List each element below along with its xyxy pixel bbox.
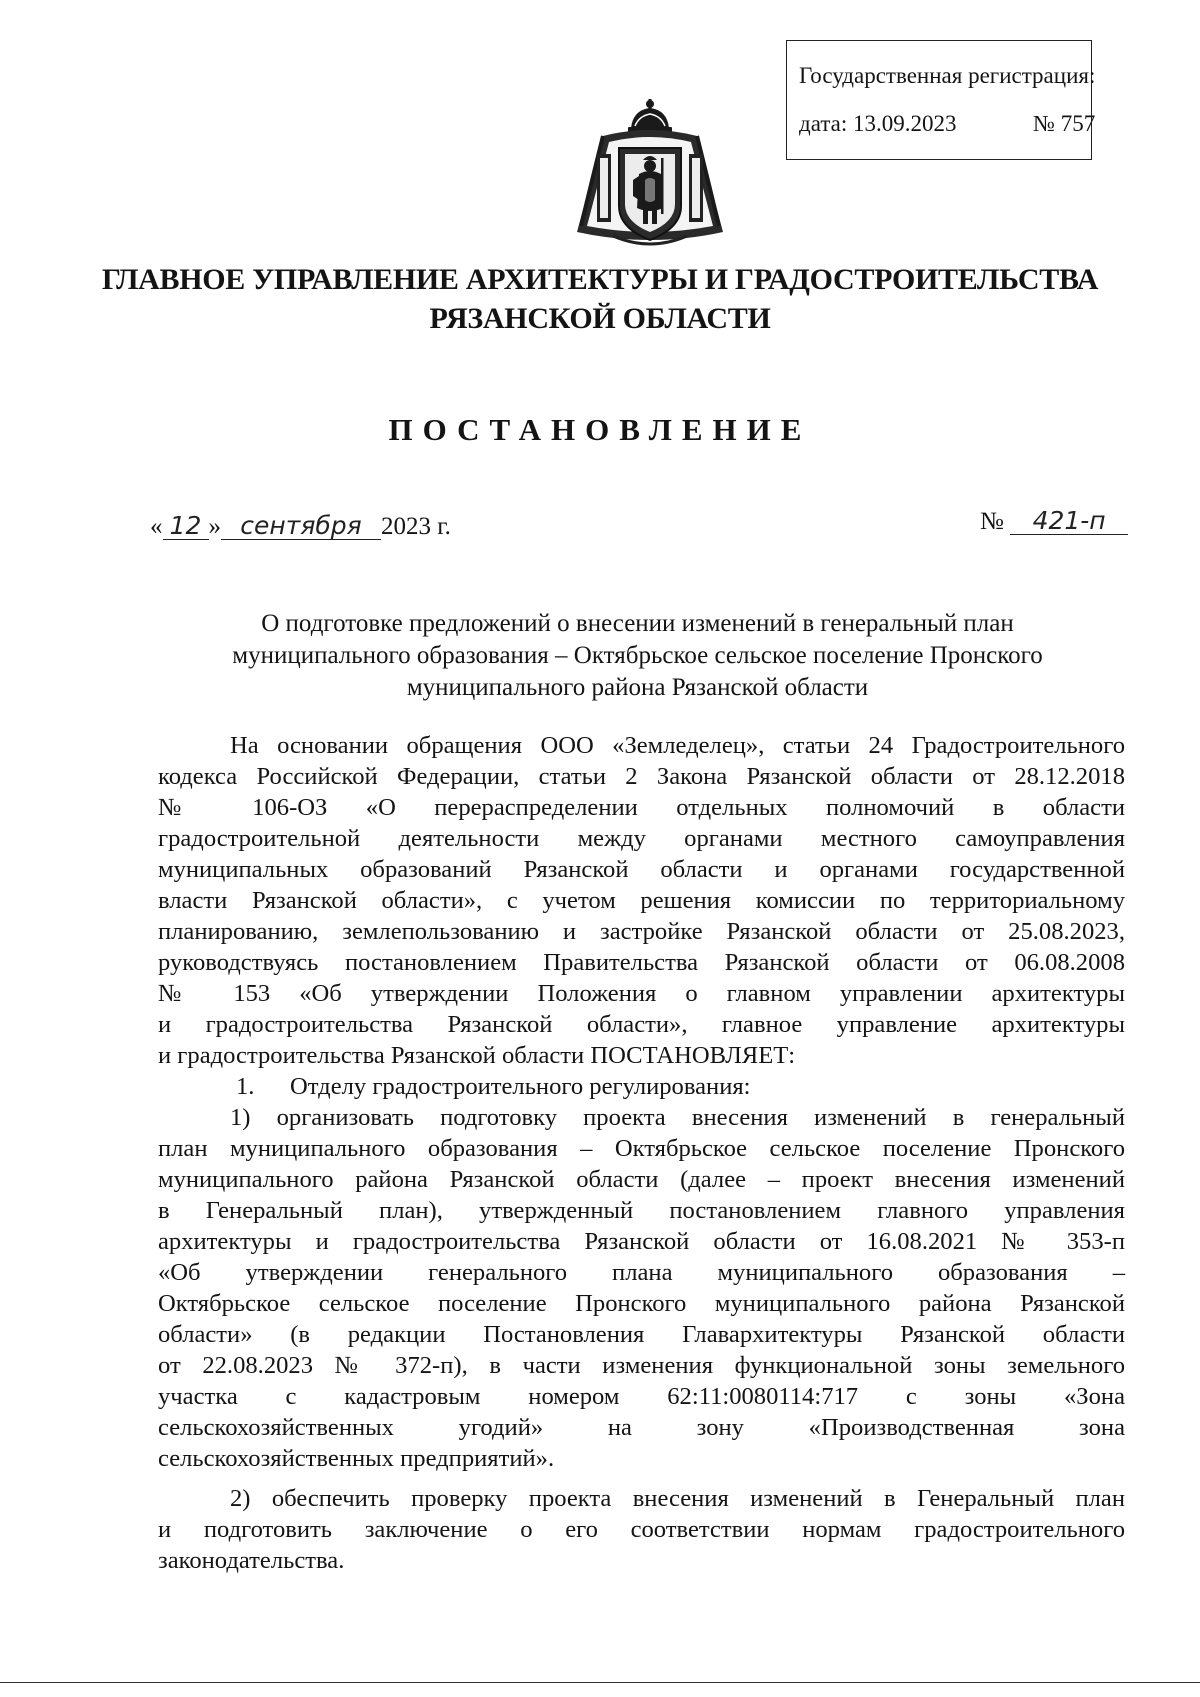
subitem-line: 2) обеспечить проверку проекта внесения изменений в Генеральный план <box>230 1485 1125 1512</box>
date-month: сентября <box>221 513 381 540</box>
registration-date: дата: 13.09.2023 <box>799 111 957 136</box>
body-line: № 153 «Об утверждении Положения о главном управлении архитектуры <box>158 980 1125 1007</box>
item-text: Отделу градостроительного регулирования: <box>290 1073 751 1100</box>
body-line: власти Рязанской области», с учетом решения комиссии по территориальному <box>158 887 1125 914</box>
page-bottom-rule <box>0 1682 1200 1683</box>
body-line: и градостроительства Рязанской области ПОСТАНОВЛЯЕТ: <box>158 1042 796 1069</box>
document-type-heading: ПОСТАНОВЛЕНИЕ <box>388 412 812 447</box>
subitem-line: и подготовить заключение о его соответствии нормам градостроительного <box>158 1516 1125 1543</box>
ryazan-coat-of-arms-icon <box>573 96 727 252</box>
subject-line: муниципального района Рязанской области <box>406 674 869 701</box>
body-line: На основании обращения ООО «Земледелец», статьи 24 Градостроительного <box>230 732 1125 759</box>
document-date <box>150 513 451 541</box>
body-line: руководствуясь постановлением Правительства Рязанской области от 06.08.2008 <box>158 949 1125 976</box>
body-line: № 106-ОЗ «О перераспределении отдельных полномочий в области <box>158 794 1125 821</box>
body-line: планированию, землепользованию и застройке Рязанской области от 25.08.2023, <box>158 918 1125 945</box>
subitem-line: законодательства. <box>158 1547 345 1574</box>
body-line: и градостроительства Рязанской области», главное управление архитектуры <box>158 1011 1125 1038</box>
date-open-quote: « <box>150 513 163 540</box>
date-close-quote: » <box>208 513 221 540</box>
registration-number: № 757 <box>1033 111 1096 136</box>
subitem-line: области» (в редакции Постановления Главархитектуры Рязанской области <box>158 1321 1125 1348</box>
date-day: 12 <box>163 513 209 540</box>
subitem-line: участка с кадастровым номером 62:11:0080114:717 с зоны «Зона <box>158 1383 1125 1410</box>
subitem-line: муниципального района Рязанской области (далее – проект внесения изменений <box>158 1166 1125 1193</box>
document-number <box>980 508 1128 536</box>
number-prefix: № <box>980 508 1004 535</box>
subitem-line: архитектуры и градостроительства Рязанской области от 16.08.2021 № 353-п <box>158 1228 1125 1255</box>
body-line: кодекса Российской Федерации, статьи 2 Закона Рязанской области от 28.12.2018 <box>158 763 1125 790</box>
subitem-line: 1) организовать подготовку проекта внесения изменений в генеральный <box>230 1104 1125 1131</box>
registration-title: Государственная регистрация: <box>799 63 1096 88</box>
body-line: муниципальных образований Рязанской области и органами государственной <box>158 856 1125 883</box>
body-line: градостроительной деятельности между органами местного самоуправления <box>158 825 1125 852</box>
subitem-line: от 22.08.2023 № 372-п), в части изменения функциональной зоны земельного <box>158 1352 1125 1379</box>
subitem-line: сельскохозяйственных угодий» на зону «Производственная зона <box>158 1414 1125 1441</box>
organization-name-line2: РЯЗАНСКОЙ ОБЛАСТИ <box>429 302 771 335</box>
subitem-line: сельскохозяйственных предприятий». <box>158 1445 555 1472</box>
number-value: 421-п <box>1010 508 1128 535</box>
item-number: 1. <box>236 1073 255 1100</box>
subitem-line: Октябрьское сельское поселение Пронского муниципального района Рязанской <box>158 1290 1125 1317</box>
subitem-line: план муниципального образования – Октябрьское сельское поселение Пронского <box>158 1135 1125 1162</box>
subitem-line: «Об утверждении генерального плана муниципального образования – <box>158 1259 1125 1286</box>
date-year: 2023 г. <box>381 513 451 540</box>
subject-line: муниципального образования – Октябрьское сельское поселение Пронского <box>232 642 1043 669</box>
registration-stamp <box>786 40 1096 160</box>
subitem-line: в Генеральный план), утвержденный постановлением главного управления <box>158 1197 1125 1224</box>
organization-name-line1: ГЛАВНОЕ УПРАВЛЕНИЕ АРХИТЕКТУРЫ И ГРАДОСТРОИТЕЛЬСТВА <box>101 263 1099 296</box>
subject-line: О подготовке предложений о внесении изменений в генеральный план <box>261 610 1014 637</box>
